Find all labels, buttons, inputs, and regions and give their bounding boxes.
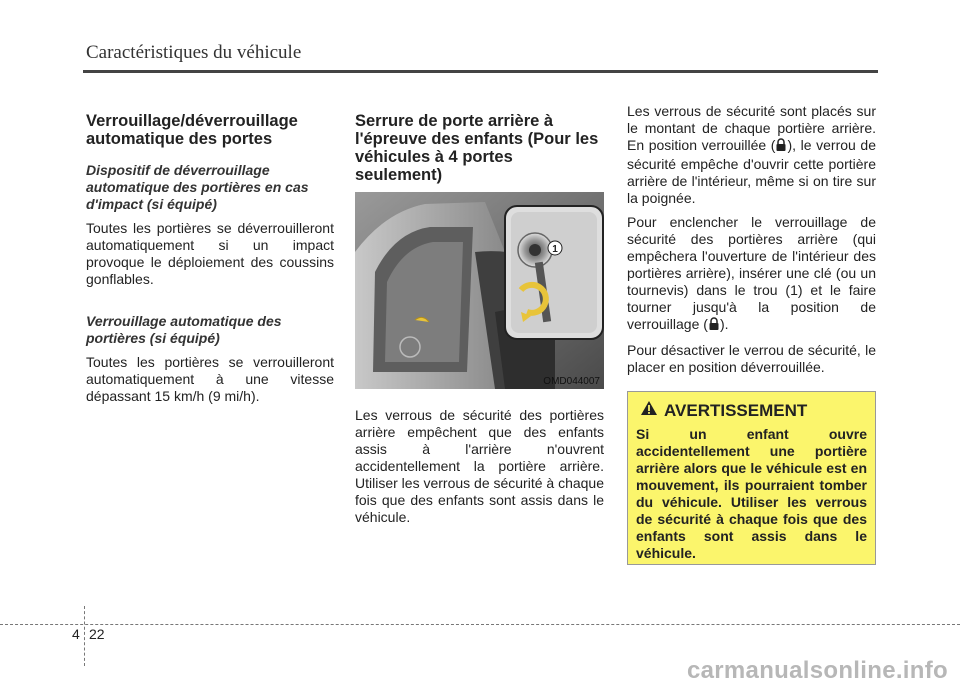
paragraph-lock-engage: Pour enclencher le verrouillage de sécurité des portières arrière (qui empêchera l'ouverture de l'intérieur des portières arrière), insérer une clé (ou un tournevis) dans le trou (1) et le faire tourner jusqu'à la position de verrouillage ( ). xyxy=(627,214,876,335)
section-heading-child-lock: Serrure de porte arrière à l'épreuve des enfants (Pour les véhicules à 4 portes seulement) xyxy=(355,112,599,184)
header-rule xyxy=(83,70,878,73)
paragraph-impact-unlock: Toutes les portières se déverrouilleront automatiquement si un impact provoque le déploiement des coussins gonflables. xyxy=(86,220,334,287)
warning-box xyxy=(627,391,876,565)
door-illustration xyxy=(355,192,604,389)
door-child-lock-photo xyxy=(355,192,604,389)
paragraph-speed-lock: Toutes les portières se verrouilleront automatiquement à une vitesse dépassant 15 km/h (9 mi/h). xyxy=(86,354,334,404)
warning-header xyxy=(636,400,867,421)
callout-1: 1 xyxy=(552,244,558,255)
footer-divider xyxy=(84,606,85,666)
paragraph-lock-disengage: Pour désactiver le verrou de sécurité, le placer en position déverrouillée. xyxy=(627,342,876,375)
chapter-number: 4 xyxy=(72,626,80,642)
lock-icon xyxy=(775,138,787,156)
photo-code: OMD044007 xyxy=(543,376,600,387)
subheading-speed-lock: Verrouillage automatique des portières (si équipé) xyxy=(86,313,282,346)
page-number: 22 xyxy=(89,626,105,642)
lock-icon xyxy=(708,317,720,335)
paragraph-lock-location: Les verrous de sécurité sont placés sur le montant de chaque portière arrière. En position verrouillée ( ), le verrou de sécurité empêche d'ouvrir cette portière arrière de l'intérieur, même si on tire sur la poignée. xyxy=(627,103,877,206)
subheading-impact-unlock: Dispositif de déverrouillage automatique des portières en cas d'impact (si équipé) xyxy=(86,162,309,212)
paragraph-child-lock: Les verrous de sécurité des portières arrière empêchent que des enfants assis à l'arrière n'ouvrent accidentellement la portière arrière. Utiliser les verrous de sécurité à chaque fois que des enfants sont assis dans le véhicule. xyxy=(355,407,605,525)
footer-rule xyxy=(0,624,960,625)
warning-title: AVERTISSEMENT xyxy=(664,400,808,420)
column-right xyxy=(627,103,876,383)
column-middle xyxy=(355,112,604,533)
warning-text: Si un enfant ouvre accidentellement une portière arrière alors que le véhicule est en mouvement, ils pourraient tomber du véhicule. Utiliser les verrous de sécurité à chaque fois que des enfants sont assis dans le véhicule. xyxy=(636,426,867,561)
section-heading-auto-lock: Verrouillage/déverrouillage automatique des portes xyxy=(86,112,298,148)
warning-triangle-icon xyxy=(640,400,658,421)
watermark: carmanualsonline.info xyxy=(686,657,948,684)
column-left xyxy=(86,112,334,412)
header-title: Caractéristiques du véhicule xyxy=(86,42,302,63)
